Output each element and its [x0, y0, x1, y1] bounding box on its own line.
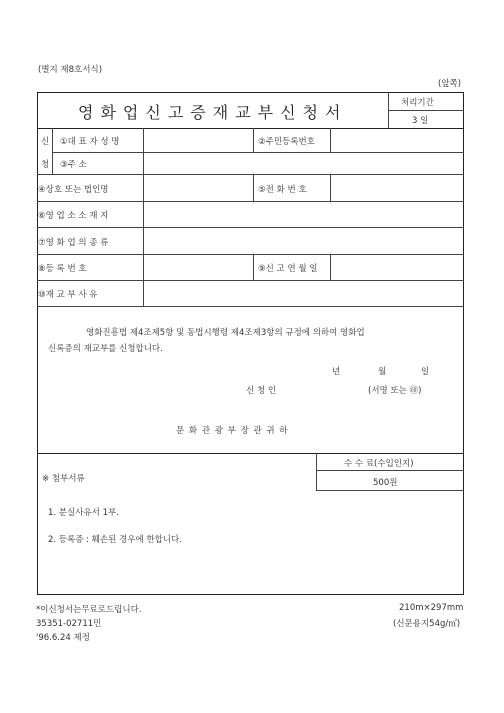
date-day-label: 일	[421, 367, 430, 377]
reissue-reason-label: ⑩재 교 부 사 유	[38, 290, 98, 300]
fee-divider	[316, 470, 464, 471]
business-name-label: ④상호 또는 법인명	[38, 185, 109, 195]
business-location-field[interactable]	[144, 202, 463, 226]
row-divider	[37, 306, 464, 307]
request-statement-line-2: 신록증의 재교부를 신청합니다.	[48, 344, 163, 354]
registration-number-label: ⑧등 록 번 호	[38, 264, 87, 274]
column-divider	[253, 174, 254, 201]
address-field[interactable]	[144, 153, 463, 173]
applicant-side-label: 청	[41, 160, 50, 170]
business-location-label: ⑥영 업 소 소 재 지	[38, 211, 109, 221]
form-code: 35351-02711민	[36, 619, 102, 629]
processing-period-value: 3 일	[412, 116, 429, 126]
addressee: 문 화 관 광 부 장 관 귀 하	[176, 426, 289, 436]
fee-label: 수 수 료(수입인지)	[344, 459, 414, 469]
report-date-field[interactable]	[331, 255, 463, 279]
form-title: 영화업신고증재교부신청서	[78, 103, 348, 122]
reissue-reason-field[interactable]	[144, 281, 463, 305]
column-divider	[253, 254, 254, 280]
fee-column-divider	[316, 453, 317, 490]
column-divider	[253, 128, 254, 152]
business-type-field[interactable]	[144, 228, 463, 253]
representative-name-field[interactable]	[144, 129, 252, 151]
representative-name-label: ①대 표 자 성 명	[60, 137, 120, 147]
fee-divider	[316, 490, 464, 491]
business-type-label: ⑦영 화 업 의 종 류	[38, 238, 109, 248]
section-divider	[37, 453, 464, 454]
processing-period-label: 처리기간	[401, 98, 434, 108]
attachment-item: 2. 등록증 : 훼손된 경우에 한합니다.	[48, 535, 182, 545]
paper-type: (신문용지54g/㎡)	[393, 619, 461, 629]
report-date-label: ⑨신 고 연 월 일	[258, 264, 318, 274]
date-month-label: 월	[378, 367, 387, 377]
title-column-divider	[388, 92, 389, 128]
processing-period-divider	[388, 110, 464, 111]
free-distribution-note: *이신청서는무료로드립니다.	[36, 605, 142, 615]
address-label: ③주 소	[60, 160, 87, 170]
applicant-side-label: 신	[41, 137, 50, 147]
attachments-label: ※ 첨부서류	[42, 474, 85, 484]
form-number: (별지 제8호서식)	[38, 65, 103, 75]
resident-number-label: ②주민등록번호	[258, 137, 315, 147]
paper-size: 210m×297mm	[399, 603, 464, 613]
date-year-label: 년	[332, 367, 341, 377]
page-side-label: (앞쪽)	[438, 79, 462, 89]
registration-number-field[interactable]	[144, 255, 252, 279]
attachment-item: 1. 분실사유서 1부.	[48, 508, 119, 518]
applicant-column-divider	[52, 128, 53, 174]
enactment-date: '96.6.24 제정	[36, 633, 90, 643]
signature-note: (서명 또는 ㊞)	[368, 386, 422, 396]
resident-number-field[interactable]	[331, 129, 463, 151]
business-name-field[interactable]	[144, 175, 252, 200]
phone-label: ⑤전 화 번 호	[258, 185, 307, 195]
fee-value: 500원	[373, 478, 398, 488]
applicant-label: 신 청 인	[246, 386, 277, 396]
request-statement-line-1: 영화진흥법 제4조제5항 및 동법시행령 제4조제3항의 규정에 의하여 영화업	[86, 328, 365, 338]
phone-field[interactable]	[331, 175, 463, 200]
